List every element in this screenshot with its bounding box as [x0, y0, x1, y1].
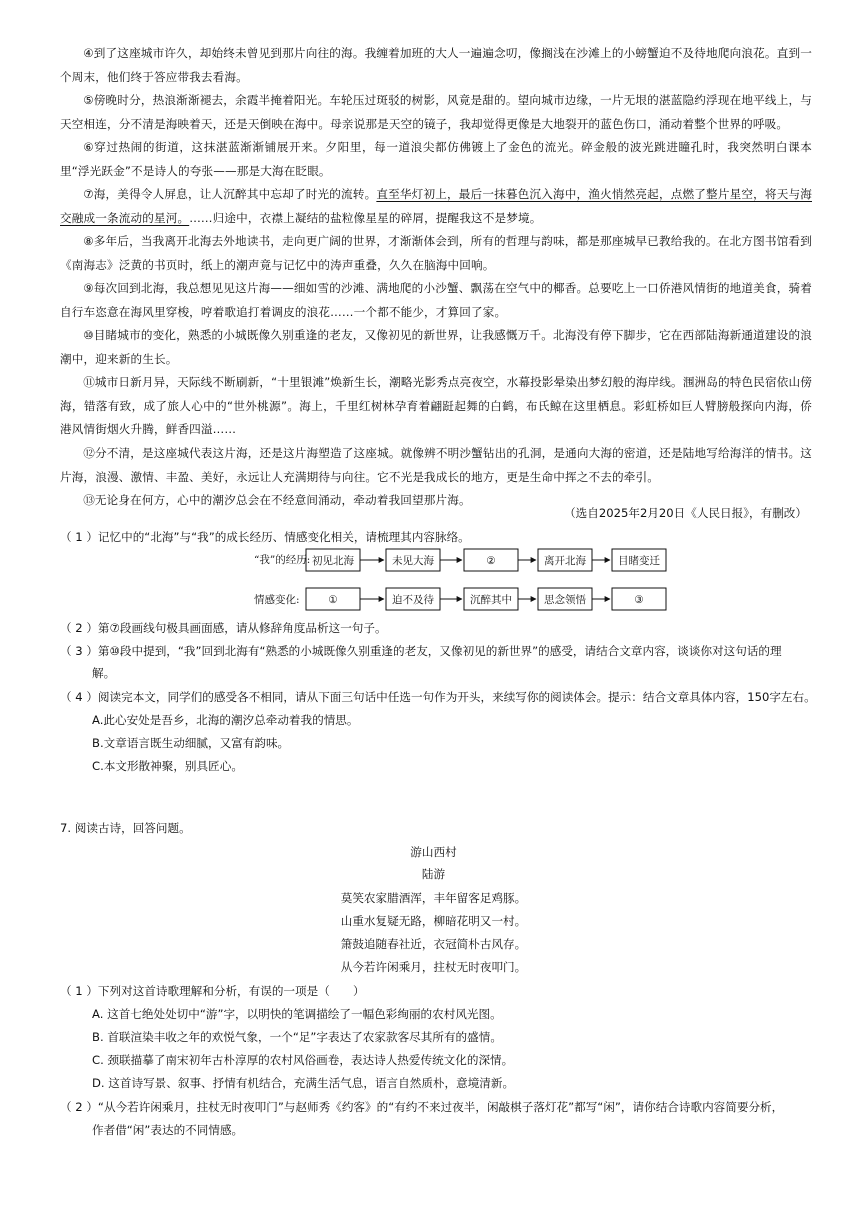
poem-author: 陆游	[421, 867, 446, 881]
flow-box-label: 离开北海	[544, 555, 586, 567]
flow-box-label: 初见北海	[312, 555, 354, 567]
question-7-2: （ 2 ）“从今若许闲乘月，拄杖无时夜叩门”与赵师秀《约客》的“有约不来过夜半，闲敲棋子落灯花”都写“闲”，请你结合诗歌内容简要分析，	[60, 1100, 784, 1114]
poem-line: 从今若许闲乘月，拄杖无时夜叩门。	[340, 960, 527, 974]
section-7-heading: 7. 阅读古诗，回答问题。	[60, 821, 191, 835]
flow-box-label: 思念领悟	[544, 594, 586, 606]
option-b: B. 首联渲染丰收之年的欢悦气象，一个“足”字表达了农家款客尽其所有的盛情。	[92, 1030, 502, 1044]
option-a: A.此心安处是吾乡，北海的潮汐总牵动着我的情思。	[92, 713, 359, 727]
option-c: C. 颈联描摹了南宋初年古朴淳厚的农村风俗画卷，表达诗人热爱传统文化的深情。	[92, 1053, 514, 1067]
question-6-3: （ 3 ）第⑩段中提到，“我”回到北海有“熟悉的小城既像久别重逢的老友，又像初见的新世界”的感受，请结合文章内容，谈谈你对这句话的理	[60, 644, 782, 658]
flow-box-label: 迫不及待	[392, 594, 434, 606]
paragraph-6: ⑥穿过热闹的街道，这抹湛蓝渐渐铺展开来。夕阳里，每一道浪尖都仿佛镀上了金色的流光。碎金般的波光跳进瞳孔时，我突然明白课本里“浮光跃金”不是诗人的夸张——那是大海在眨眼。	[60, 140, 812, 178]
paragraph-9: ⑨每次回到北海，我总想见见这片海——细如雪的沙滩、满地爬的小沙蟹、飘荡在空气中的椰香。总要吃上一口侨港风情街的地道美食，骑着自行车恣意在海风里穿梭，哼着歌追打着调皮的浪花……一个都不能少，才算回了家。	[60, 281, 812, 319]
question-6-3-cont: 解。	[92, 666, 116, 680]
flow-diagram	[240, 546, 680, 616]
option-c: C.本文形散神聚，别具匠心。	[92, 759, 243, 773]
underlined-sentence: 直至华灯初上，最后一抹暮色沉入海中，渔火悄然亮起，点燃了整片星空，将天与海交融成一条流动的星河。	[60, 187, 812, 225]
question-6-1: （ 1 ）记忆中的“北海”与“我”的成长经历、情感变化相关，请梳理其内容脉络。	[60, 530, 470, 544]
poem-line: 山重水复疑无路，柳暗花明又一村。	[340, 914, 527, 928]
flow-row2	[306, 588, 666, 610]
poem-line: 箫鼓追随春社近，衣冠简朴古风存。	[340, 937, 527, 951]
option-d: D. 这首诗写景、叙事、抒情有机结合，充满生活气息，语言自然质朴，意境清新。	[92, 1076, 515, 1090]
paragraph-8: ⑧多年后，当我离开北海去外地读书，走向更广阔的世界，才渐渐体会到，所有的哲理与韵味，都是那座城早已教给我的。在北方图书馆看到《南海志》泛黄的书页时，纸上的潮声竟与记忆中的涛声重叠，久久在脑海中回响。	[60, 234, 812, 272]
poem-title: 游山西村	[410, 845, 457, 859]
question-6-4: （ 4 ）阅读完本文，同学们的感受各不相同，请从下面三句话中任选一句作为开头，来续写你的阅读体会。提示：结合文章具体内容，150字左右。	[60, 690, 816, 704]
paragraph-10: ⑩目睹城市的变化，熟悉的小城既像久别重逢的老友，又像初见的新世界，让我感慨万千。北海没有停下脚步，它在西部陆海新通道建设的浪潮中，迎来新的生长。	[60, 328, 812, 366]
flow-box-label: 沉醉其中	[470, 594, 512, 606]
poem-line: 莫笑农家腊酒浑，丰年留客足鸡豚。	[340, 891, 527, 905]
question-7-2-cont: 作者借“闲”表达的不同情感。	[92, 1123, 244, 1137]
paragraph-5: ⑤傍晚时分，热浪渐渐褪去，余霞半掩着阳光。车轮压过斑驳的树影，风竟是甜的。望向城市边缘，一片无垠的湛蓝隐约浮现在地平线上，与天空相连，分不清是海映着天，还是天倒映在海中。母亲说那是天空的镜子，我却觉得更像是大地裂开的蓝色伤口，涌动着整个世界的呼吸。	[60, 93, 812, 131]
flow-box-label: ①	[328, 594, 338, 606]
source-note: （选自2025年2月20日《人民日报》，有删改）	[564, 506, 807, 520]
paragraph-11: ⑪城市日新月异，天际线不断刷新，“十里银滩”焕新生长，潮略光影秀点亮夜空，水幕投影晕染出梦幻般的海岸线。涠洲岛的特色民宿依山傍海，错落有致，成了旅人心中的“世外桃源”。海上，千里红树林孕育着翩跹起舞的白鹤，布氏鲸在这里栖息。彩虹桥如巨人臂膀般探向内海，侨港风情街烟火升腾，鲜香四溢……	[60, 375, 812, 436]
flow-box-label: ②	[486, 555, 496, 567]
flow-row1	[306, 549, 666, 571]
paragraph-13: ⑬无论身在何方，心中的潮汐总会在不经意间涌动，牵动着我回望那片海。	[83, 493, 471, 507]
option-a: A. 这首七绝处处切中“游”字，以明快的笔调描绘了一幅色彩绚丽的农村风光图。	[92, 1007, 502, 1021]
paragraph-12: ⑫分不清，是这座城代表这片海，还是这片海塑造了这座城。就像辨不明沙蟹钻出的孔洞，是通向大海的密道，还是陆地写给海洋的情书。这片海，浪漫、激情、丰盈、美好，永远让人充满期待与向往。它不光是我成长的地方，更是生命中挥之不去的牵引。	[60, 446, 812, 484]
flow-row2-label: 情感变化:	[254, 594, 300, 606]
flow-box-label: ③	[634, 594, 644, 606]
paragraph-4: ④到了这座城市许久，却始终未曾见到那片向往的海。我缠着加班的大人一遍遍念叨，像搁浅在沙滩上的小螃蟹迫不及待地爬向浪花。直到一个周末，他们终于答应带我去看海。	[60, 46, 812, 84]
question-7-1: （ 1 ）下列对这首诗歌理解和分析，有误的一项是（ ）	[60, 984, 365, 998]
flow-box-label: 目睹变迁	[618, 555, 660, 567]
flow-row1-label: “我”的经历:	[254, 554, 311, 566]
flow-box-label: 未见大海	[392, 555, 434, 567]
question-6-2: （ 2 ）第⑦段画线句极具画面感，请从修辞角度品析这一句子。	[60, 621, 387, 635]
paragraph-7-end: ……归途中，衣襟上凝结的盐粒像星星的碎屑，提醒我这不是梦境。	[189, 210, 542, 225]
paragraph-7-text: ⑦海，美得令人屏息，让人沉醉其中忘却了时光的流转。	[83, 187, 377, 201]
option-b: B.文章语言既生动细腻，又富有韵味。	[92, 736, 290, 750]
paragraph-7	[60, 183, 812, 230]
